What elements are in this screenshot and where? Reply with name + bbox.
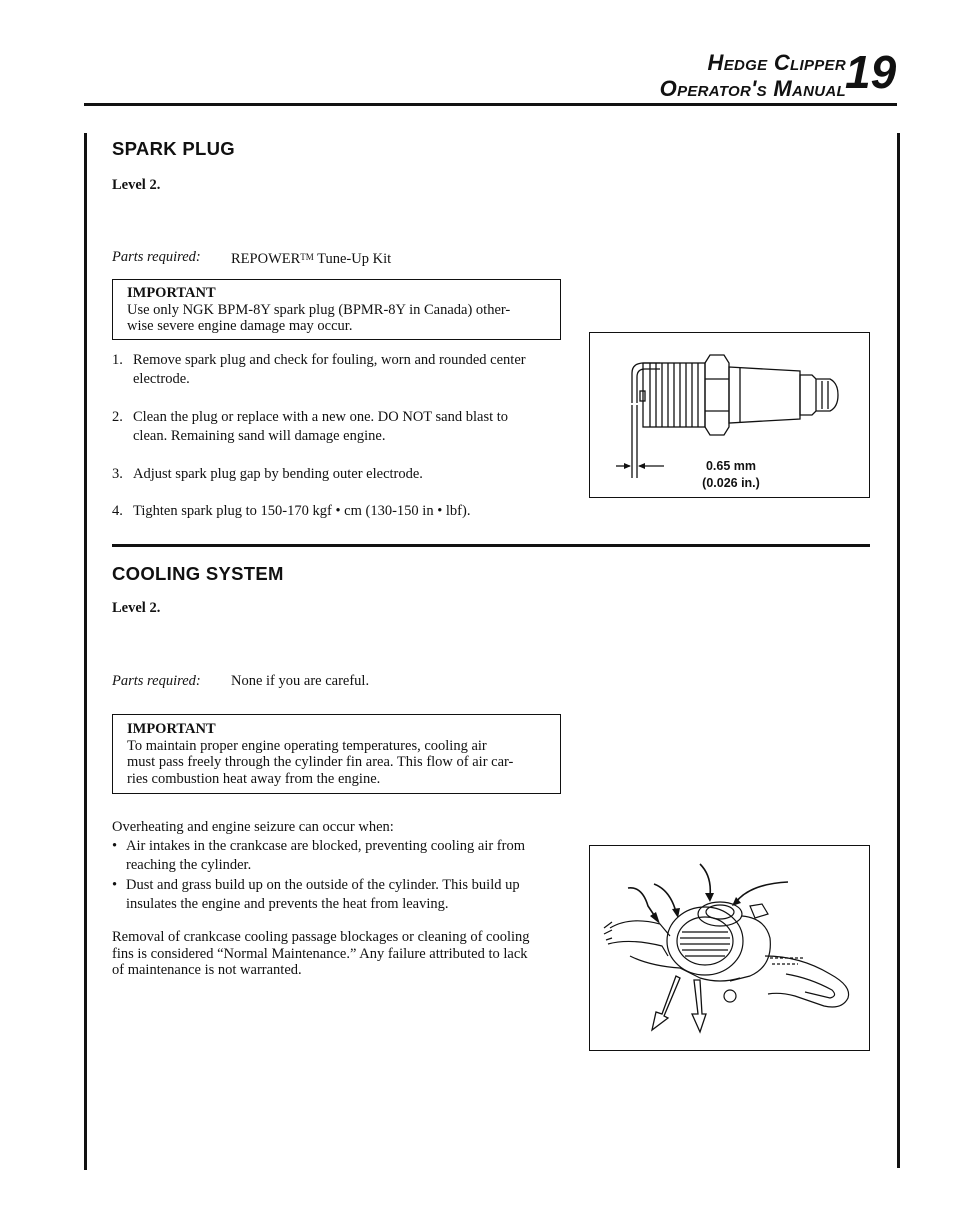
cooling-important-box [112, 714, 561, 794]
step-text: Adjust spark plug gap by bending outer electrode. [133, 466, 423, 482]
overheating-intro: Overheating and engine seizure can occur when: [112, 819, 394, 835]
important-text-line: must pass freely through the cylinder fin area. This flow of air car- [127, 754, 514, 770]
parts-kit-suffix: Tune-Up Kit [313, 251, 392, 267]
step-number: 2. [112, 409, 123, 425]
trademark-mark: TM [300, 252, 314, 262]
manual-title [660, 50, 846, 102]
step-text: Remove spark plug and check for fouling, worn and rounded center [133, 352, 526, 368]
page-number: 19 [845, 46, 897, 98]
spark-plug-parts-label [112, 248, 201, 267]
important-title: IMPORTANT [127, 285, 216, 301]
header-divider [84, 103, 897, 106]
cooling-parts-label [112, 672, 201, 691]
list-item [112, 837, 567, 876]
section-divider [112, 544, 870, 547]
note-line: fins is considered “Normal Maintenance.” Any failure attributed to lack [112, 945, 528, 962]
engine-cooling-figure [589, 845, 870, 1051]
right-margin-rule [897, 133, 900, 1168]
bullet-text: Air intakes in the crankcase are blocked, preventing cooling air from [126, 838, 525, 854]
engine-airflow-illustration [590, 846, 868, 1049]
bullet: • [112, 838, 118, 854]
gap-dimension-label [656, 458, 806, 492]
list-item [112, 351, 562, 408]
spark-plug-important-box [112, 279, 561, 340]
spark-plug-parts-value [231, 248, 391, 269]
gap-in: (0.026 in.) [702, 476, 760, 490]
cooling-system-heading: COOLING SYSTEM [112, 563, 284, 584]
spark-plug-figure [589, 332, 870, 498]
left-margin-rule [84, 133, 87, 1170]
manual-title-line1: Hedge Clipper [707, 50, 846, 75]
step-text: Tighten spark plug to 150-170 kgf • cm (130-150 in • lbf). [133, 503, 471, 519]
overheating-causes-list [112, 837, 567, 914]
gap-mm: 0.65 mm [705, 459, 757, 473]
important-text-line: wise severe engine damage may occur. [127, 318, 353, 334]
important-text-line: Use only NGK BPM-8Y spark plug (BPMR-8Y in Canada) other- [127, 301, 511, 318]
spark-plug-steps [112, 351, 562, 521]
list-item [112, 502, 562, 521]
list-item [112, 465, 562, 502]
bullet-text: Dust and grass build up on the outside of the cylinder. This build up [126, 877, 520, 893]
bullet-text: reaching the cylinder. [126, 857, 252, 873]
bullet-text: insulates the engine and prevents the heat from leaving. [126, 896, 449, 912]
step-number: 1. [112, 352, 123, 368]
step-number: 4. [112, 503, 123, 519]
list-item [112, 876, 567, 914]
step-text: clean. Remaining sand will damage engine. [133, 428, 386, 444]
list-item [112, 408, 562, 465]
important-text-line: ries combustion heat away from the engine. [127, 770, 381, 787]
maintenance-note [112, 929, 572, 979]
step-text: Clean the plug or replace with a new one. DO NOT sand blast to [133, 409, 509, 425]
step-number: 3. [112, 466, 123, 482]
bullet: • [112, 877, 118, 893]
parts-label: Parts required: [112, 673, 201, 689]
step-text: electrode. [133, 371, 190, 387]
spark-plug-heading: SPARK PLUG [112, 138, 235, 159]
cooling-level: Level 2. [112, 600, 161, 616]
spark-plug-level: Level 2. [112, 177, 161, 193]
parts-label: Parts required: [112, 249, 201, 265]
cooling-parts-value: None if you are careful. [231, 673, 370, 689]
manual-title-line2: Operator's Manual [659, 76, 846, 101]
parts-kit-name: REPOWER [231, 251, 301, 267]
note-line: Removal of crankcase cooling passage blockages or cleaning of cooling [112, 929, 530, 945]
important-title: IMPORTANT [127, 721, 216, 737]
important-text-line: To maintain proper engine operating temperatures, cooling air [127, 737, 487, 754]
note-line: of maintenance is not warranted. [112, 962, 302, 978]
